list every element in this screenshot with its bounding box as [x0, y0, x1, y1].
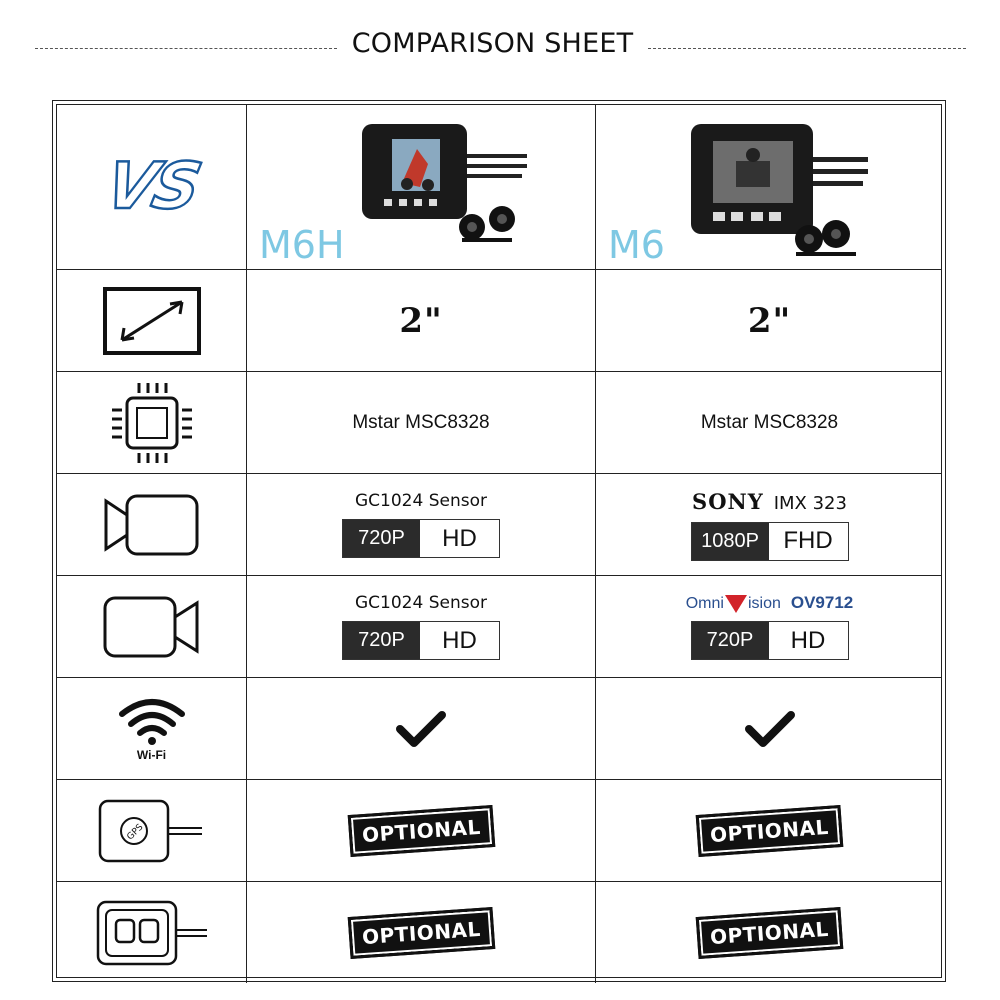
gps-left [247, 780, 596, 881]
resolution-badge [342, 621, 500, 660]
screen-size-right [596, 270, 943, 371]
header-row [57, 105, 941, 270]
wifi-left [247, 678, 596, 779]
front-camera-icon-cell [57, 474, 247, 575]
chip-icon-cell [57, 372, 247, 473]
screen-size-left [247, 270, 596, 371]
rear-camera-right [596, 576, 943, 677]
rear-camera-row [57, 576, 941, 678]
resolution-label: 720P [692, 622, 769, 659]
resolution-label: 1080P [692, 523, 769, 560]
title-bar [0, 20, 1000, 74]
resolution-label: 720P [343, 622, 420, 659]
sensor-brand-line [686, 593, 854, 613]
chip-right [596, 372, 943, 473]
resolution-badge [342, 519, 500, 558]
rear-camera-icon [102, 595, 202, 659]
sensor-name: OV9712 [790, 593, 854, 612]
quality-label: FHD [769, 523, 848, 560]
remote-icon-cell [57, 882, 247, 983]
rear-camera-icon-cell [57, 576, 247, 677]
sensor-name: GC1024 Sensor [355, 593, 487, 613]
screen-size-value: 2" [399, 300, 443, 341]
chip-value: Mstar MSC8328 [700, 411, 839, 433]
gps-icon-cell [57, 780, 247, 881]
omnivision-logo [686, 595, 781, 613]
gps-right [596, 780, 943, 881]
wifi-right [596, 678, 943, 779]
screen-size-icon [102, 286, 202, 356]
chip-row [57, 372, 941, 474]
model-name-m6: M6 [608, 223, 665, 267]
omnivision-logo-pre: Omni [685, 595, 724, 612]
gps-module-icon [92, 796, 212, 866]
dashcam-m6-image [691, 119, 871, 264]
front-camera-icon [102, 493, 202, 557]
model-name-m6h: M6H [259, 223, 345, 267]
model-right-cell [596, 105, 943, 269]
title-divider-right [648, 48, 966, 49]
gps-row [57, 780, 941, 882]
optional-stamp: OPTIONAL [347, 907, 494, 959]
sensor-name: GC1024 Sensor [355, 491, 487, 511]
sensor-name: IMX 323 [773, 492, 847, 514]
dashcam-m6h-image [362, 119, 542, 259]
remote-right [596, 882, 943, 983]
rear-camera-left [247, 576, 596, 677]
page-title: COMPARISON SHEET [351, 28, 634, 59]
resolution-label: 720P [343, 520, 420, 557]
vs-logo: VS [98, 150, 205, 224]
title-divider-left [35, 48, 337, 49]
wifi-icon-cell [57, 678, 247, 779]
screen-size-value: 2" [747, 300, 792, 341]
wifi-row [57, 678, 941, 780]
gps-icon-text: GPS [124, 821, 145, 842]
remote-row [57, 882, 941, 983]
checkmark-icon [745, 709, 795, 749]
quality-label: HD [420, 622, 499, 659]
checkmark-icon [396, 709, 446, 749]
screen-size-icon-cell [57, 270, 247, 371]
optional-stamp: OPTIONAL [696, 805, 843, 857]
vs-cell [57, 105, 247, 269]
resolution-badge [691, 522, 849, 561]
omnivision-logo-post: ision [747, 595, 781, 612]
front-camera-left [247, 474, 596, 575]
resolution-badge [691, 621, 849, 660]
quality-label: HD [420, 520, 499, 557]
chip-icon [110, 381, 194, 465]
remote-control-icon [92, 898, 212, 968]
sensor-brand-line [692, 489, 847, 514]
optional-stamp: OPTIONAL [696, 907, 843, 959]
model-left-cell [247, 105, 596, 269]
front-camera-row [57, 474, 941, 576]
remote-left [247, 882, 596, 983]
omnivision-v-icon [725, 595, 747, 613]
chip-value: Mstar MSC8328 [352, 411, 490, 433]
quality-label: HD [769, 622, 848, 659]
chip-left [247, 372, 596, 473]
screen-size-row [57, 270, 941, 372]
wifi-label: Wi-Fi [136, 747, 167, 762]
comparison-table [52, 100, 946, 982]
wifi-icon [117, 696, 187, 746]
optional-stamp: OPTIONAL [347, 805, 494, 857]
sony-logo: SONY [692, 488, 764, 514]
front-camera-right [596, 474, 943, 575]
